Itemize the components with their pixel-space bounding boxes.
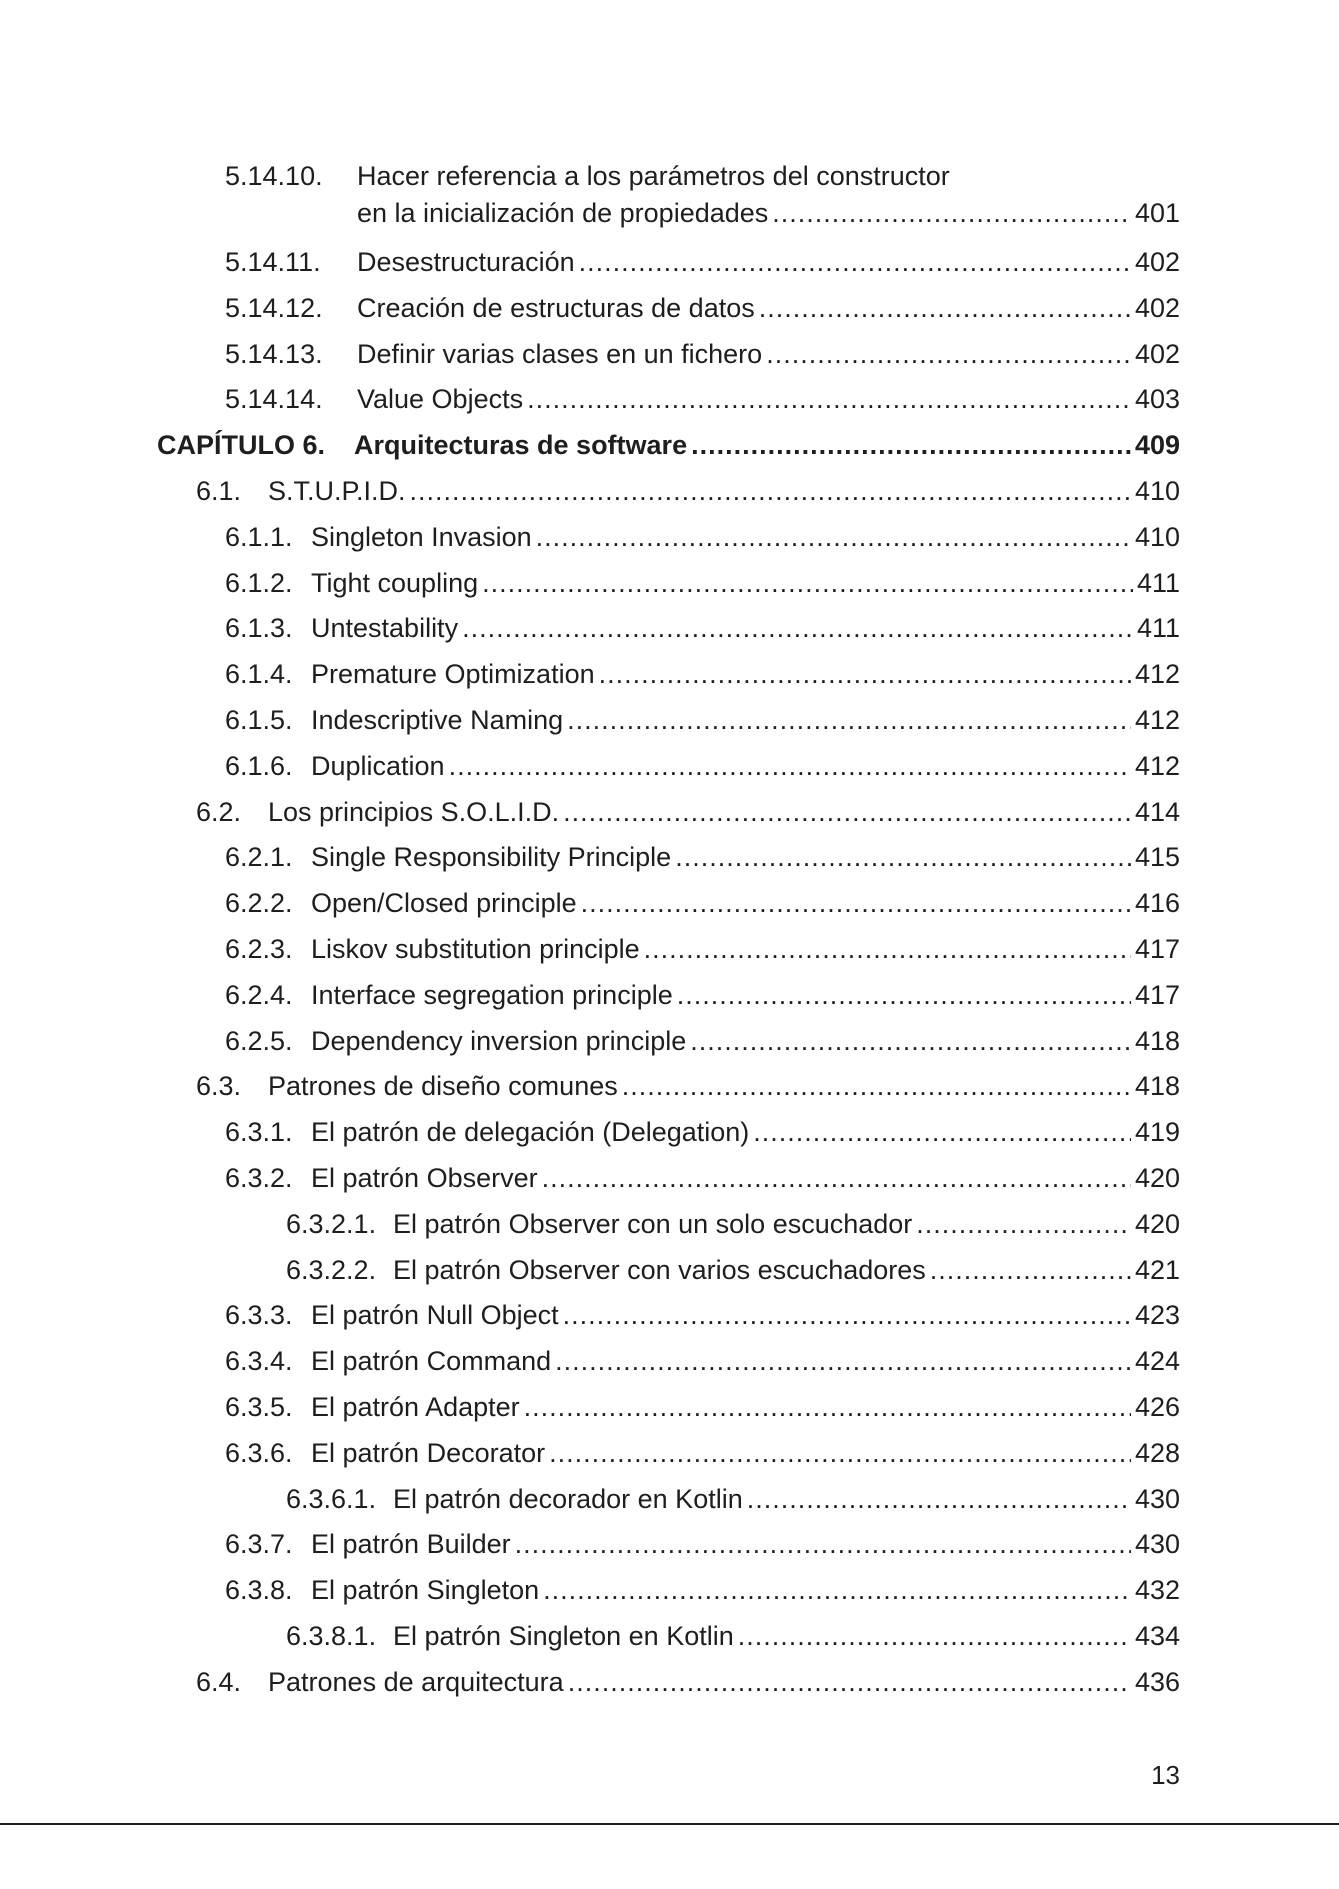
toc-entry-line [311, 744, 1180, 790]
toc-entry-page: 412 [1134, 659, 1180, 690]
toc-entry-number: 6.3.6.1. [286, 1483, 377, 1514]
toc-entry-page: 424 [1134, 1346, 1180, 1377]
toc-entry-number: 6.1.3. [225, 613, 293, 644]
toc-entry-line [357, 240, 1180, 286]
toc-entry[interactable] [0, 790, 1339, 836]
toc-entry-title: Tight coupling [311, 567, 479, 598]
toc-entry[interactable] [0, 377, 1339, 423]
toc-entry-title: Desestructuración [357, 247, 575, 277]
toc-entry[interactable] [0, 606, 1339, 652]
toc-entry-page: 419 [1134, 1117, 1180, 1148]
toc-entry-number: 6.2.5. [225, 1025, 293, 1056]
toc-entry-page: 418 [1134, 1071, 1180, 1102]
toc-entry-line [393, 1614, 1180, 1660]
toc-entry-line [357, 191, 1180, 237]
toc-entry-title: Los principios S.O.L.I.D. [268, 796, 560, 827]
toc-entry-number: 6.3.7. [225, 1529, 293, 1560]
toc-entry-line [311, 1156, 1180, 1202]
dot-leader [690, 1019, 1131, 1065]
toc-entry-page: 412 [1134, 704, 1180, 735]
toc-entry-line [311, 881, 1180, 927]
dot-leader [568, 1660, 1131, 1706]
dot-leader [675, 835, 1131, 881]
toc-entry[interactable] [0, 515, 1339, 561]
dot-leader [766, 332, 1131, 378]
toc-entry[interactable] [0, 1339, 1339, 1385]
toc-entry-number: 6.3.1. [225, 1117, 293, 1148]
toc-entry-line [311, 515, 1180, 561]
toc-entry-line [311, 1522, 1180, 1568]
toc-entry[interactable] [0, 332, 1339, 378]
dot-leader [515, 1522, 1131, 1568]
toc-entry-number: 6.1.6. [225, 750, 293, 781]
toc-entry-line [311, 652, 1180, 698]
toc-entry-title: Untestability [311, 613, 459, 644]
toc-entry-page: 430 [1134, 1483, 1180, 1514]
toc-entries-list [0, 240, 1339, 1706]
dot-leader [524, 1385, 1131, 1431]
dot-leader [772, 191, 1131, 237]
toc-entry-title: Dependency inversion principle [311, 1025, 687, 1056]
toc-entry-title: Open/Closed principle [311, 888, 577, 919]
toc-entry-number: 6.3.3. [225, 1300, 293, 1331]
toc-entry-line [393, 1248, 1180, 1294]
toc-entry-title-line2: en la inicialización de propiedades [357, 198, 769, 228]
toc-entry-page: 410 [1134, 475, 1180, 506]
dot-leader [462, 606, 1133, 652]
toc-entry-page: 416 [1134, 888, 1180, 919]
toc-entry-line [311, 1110, 1180, 1156]
toc-entry-page: 402 [1134, 292, 1180, 323]
dot-leader [410, 469, 1131, 515]
toc-entry-number: 6.3.8.1. [286, 1620, 377, 1651]
toc-entry-line [268, 1064, 1180, 1110]
toc-entry-page: 402 [1134, 247, 1180, 277]
toc-entry-title: Interface segregation principle [311, 979, 673, 1010]
toc-entry[interactable] [0, 286, 1339, 332]
toc-entry-number: 6.2.1. [225, 842, 293, 873]
toc-entry-page: 415 [1134, 842, 1180, 873]
toc-entry-line [311, 1385, 1180, 1431]
toc-entry[interactable] [0, 1431, 1339, 1477]
dot-leader [449, 744, 1131, 790]
dot-leader [644, 927, 1131, 973]
footer-rule [0, 1823, 1339, 1825]
toc-entry-page: 423 [1134, 1300, 1180, 1331]
toc-entry-page: 420 [1134, 1208, 1180, 1239]
toc-entry[interactable] [0, 1110, 1339, 1156]
toc-entry-line [311, 1293, 1180, 1339]
dot-leader [691, 423, 1131, 469]
toc-entry-line [393, 1202, 1180, 1248]
toc-entry-title: S.T.U.P.I.D. [268, 475, 406, 506]
toc-entry-title: El patrón Command [311, 1346, 552, 1377]
toc-entry-page: 428 [1134, 1437, 1180, 1468]
toc-entry-title: El patrón Builder [311, 1529, 511, 1560]
toc-entry-page: 402 [1134, 338, 1180, 369]
dot-leader [753, 1110, 1131, 1156]
toc-entry-title: El patrón de delegación (Delegation) [311, 1117, 750, 1148]
dot-leader [542, 1156, 1131, 1202]
toc-entry-line [357, 377, 1180, 423]
toc-entry-line [268, 1660, 1180, 1706]
toc-entry-title: Premature Optimization [311, 659, 595, 690]
toc-entry-number: 6.3.2.1. [286, 1208, 377, 1239]
dot-leader [563, 1293, 1131, 1339]
toc-entry-line [357, 286, 1180, 332]
toc-entry-title: Single Responsibility Principle [311, 842, 672, 873]
toc-entry-line [311, 1339, 1180, 1385]
toc-entry-title: Value Objects [357, 384, 524, 415]
toc-entry-title: Indescriptive Naming [311, 704, 564, 735]
toc-entry-number: 6.2.2. [225, 888, 293, 919]
dot-leader [581, 881, 1131, 927]
dot-leader [543, 1568, 1131, 1614]
toc-entry-title: El patrón Singleton en Kotlin [393, 1620, 734, 1651]
toc-entry[interactable] [0, 158, 1339, 240]
toc-entry-title: El patrón Adapter [311, 1391, 520, 1422]
toc-entry[interactable] [0, 1477, 1339, 1523]
toc-entry-page: 421 [1134, 1254, 1180, 1285]
dot-leader [747, 1477, 1131, 1523]
toc-entry-page: 430 [1134, 1529, 1180, 1560]
dot-leader [579, 240, 1131, 286]
toc-entry-page: 420 [1134, 1162, 1180, 1193]
dot-leader [916, 1202, 1131, 1248]
toc-entry-title: Creación de estructuras de datos [357, 292, 755, 323]
toc-entry[interactable] [0, 1522, 1339, 1568]
toc-entry-line [311, 927, 1180, 973]
toc-entry-line [311, 1431, 1180, 1477]
dot-leader [549, 1431, 1131, 1477]
toc-entry[interactable] [0, 1248, 1339, 1294]
toc-entry[interactable] [0, 973, 1339, 1019]
dot-leader [930, 1248, 1131, 1294]
toc-entry-number: 6.2.4. [225, 979, 293, 1010]
dot-leader [563, 790, 1131, 836]
dot-leader [599, 652, 1131, 698]
toc-entry-line [311, 1019, 1180, 1065]
toc-entry-page: 434 [1134, 1620, 1180, 1651]
toc-entry-page: 403 [1134, 384, 1180, 415]
toc-entry-page: 436 [1134, 1666, 1180, 1697]
toc-entry-number: 6.3.8. [225, 1575, 293, 1606]
toc-entry-title: Patrones de arquitectura [268, 1666, 564, 1697]
toc-entry[interactable] [0, 835, 1339, 881]
toc-entry-number: 6.1.1. [225, 521, 293, 552]
toc-entry-number: 6.3.5. [225, 1391, 293, 1422]
toc-entry-line [311, 606, 1180, 652]
toc-entry[interactable] [0, 744, 1339, 790]
toc-entry-title: Duplication [311, 750, 445, 781]
toc-entry-page: 417 [1134, 979, 1180, 1010]
toc-entry-page: 412 [1134, 750, 1180, 781]
toc-entry-number: 6.3.4. [225, 1346, 293, 1377]
toc-entry-line [357, 332, 1180, 378]
dot-leader [677, 973, 1131, 1019]
toc-entry[interactable] [0, 1064, 1339, 1110]
toc-entry-line [311, 698, 1180, 744]
toc-entry-page: 414 [1134, 796, 1180, 827]
toc-entry-number: 5.14.11. [225, 247, 321, 277]
toc-entry-page: 426 [1134, 1391, 1180, 1422]
toc-entry[interactable] [0, 1568, 1339, 1614]
toc-entry-line [268, 790, 1180, 836]
toc-entry-page: 432 [1134, 1575, 1180, 1606]
page-number: 13 [1151, 1760, 1180, 1790]
toc-entry-number: 5.14.12. [225, 292, 323, 323]
toc-entry-number: 6.1.5. [225, 704, 293, 735]
toc-entry-number: 6.1.2. [225, 567, 293, 598]
toc-entry-number: 5.14.13. [225, 338, 323, 369]
toc-entry-line [311, 835, 1180, 881]
toc-entry-number: 6.3.2. [225, 1162, 293, 1193]
toc-entry-line [268, 469, 1180, 515]
toc-entry[interactable] [0, 1293, 1339, 1339]
toc-entry-number: 6.1. [196, 475, 242, 506]
toc-entry-page: 409 [1134, 430, 1180, 461]
dot-leader [622, 1064, 1131, 1110]
toc-entry-title: Patrones de diseño comunes [268, 1071, 618, 1102]
dot-leader [536, 515, 1131, 561]
toc-entry-title: Arquitecturas de software [354, 430, 688, 461]
toc-entry[interactable] [0, 652, 1339, 698]
toc-entry-number: 5.14.10. [225, 161, 323, 191]
toc-entry-number: 6.2.3. [225, 933, 293, 964]
toc-entry[interactable] [0, 1156, 1339, 1202]
toc-entry[interactable] [0, 240, 1339, 286]
dot-leader [527, 377, 1131, 423]
toc-entry-number: 6.3. [196, 1071, 242, 1102]
dot-leader [738, 1614, 1131, 1660]
toc-entry[interactable] [0, 1660, 1339, 1706]
toc-entry[interactable] [0, 1385, 1339, 1431]
toc-entry-title: Liskov substitution principle [311, 933, 640, 964]
toc-entry-line [393, 1477, 1180, 1523]
dot-leader [759, 286, 1131, 332]
toc-entry-title: El patrón Null Object [311, 1300, 559, 1331]
toc-entry[interactable] [0, 927, 1339, 973]
toc-entry-number: 6.4. [196, 1666, 242, 1697]
toc-entry[interactable] [0, 881, 1339, 927]
toc-entry-line [311, 1568, 1180, 1614]
toc-entry-number: 6.3.2.2. [286, 1254, 377, 1285]
toc-entry-title: Definir varias clases en un fichero [357, 338, 763, 369]
table-of-contents [0, 158, 1339, 1706]
toc-chapter-entry[interactable] [0, 423, 1339, 469]
toc-entry[interactable] [0, 698, 1339, 744]
toc-entry-title: El patrón Decorator [311, 1437, 546, 1468]
toc-entry-title: Singleton Invasion [311, 521, 532, 552]
toc-entry[interactable] [0, 561, 1339, 607]
toc-entry-title: El patrón Observer con varios escuchadores [393, 1254, 926, 1285]
toc-entry-title: El patrón Observer [311, 1162, 538, 1193]
toc-entry-number: 6.2. [196, 796, 242, 827]
toc-entry-page: 401 [1134, 198, 1180, 228]
toc-entry-number: 6.3.6. [225, 1437, 293, 1468]
toc-entry-number: CAPÍTULO 6. [157, 430, 326, 461]
toc-entry-number: 5.14.14. [225, 384, 323, 415]
dot-leader [555, 1339, 1131, 1385]
toc-entry-number: 6.1.4. [225, 659, 293, 690]
toc-entry[interactable] [0, 1202, 1339, 1248]
toc-entry[interactable] [0, 1614, 1339, 1660]
toc-entry[interactable] [0, 1019, 1339, 1065]
toc-entry-page: 410 [1134, 521, 1180, 552]
toc-entry-title: El patrón decorador en Kotlin [393, 1483, 743, 1514]
toc-entry-page: 411 [1136, 613, 1180, 644]
toc-entry-line [354, 423, 1180, 469]
toc-entry-line [311, 561, 1180, 607]
toc-entry-page: 411 [1136, 567, 1180, 598]
toc-entry-line [311, 973, 1180, 1019]
toc-entry[interactable] [0, 469, 1339, 515]
toc-entry-title: El patrón Observer con un solo escuchador [393, 1208, 913, 1239]
dot-leader [482, 561, 1133, 607]
toc-entry-title: El patrón Singleton [311, 1575, 540, 1606]
dot-leader [567, 698, 1131, 744]
toc-entry-page: 418 [1134, 1025, 1180, 1056]
toc-entry-title-line1: Hacer referencia a los parámetros del constructor [357, 161, 950, 191]
toc-entry-page: 417 [1134, 933, 1180, 964]
